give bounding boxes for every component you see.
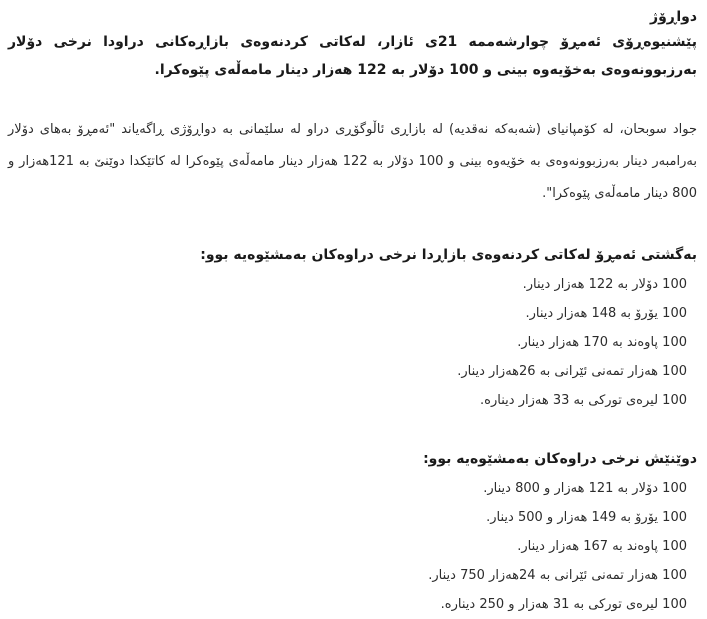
yesterday-rate-euro: 100 یۆرۆ بە 149 هەزار و 500 دینار. bbox=[486, 510, 687, 525]
today-rates-list bbox=[8, 270, 697, 415]
yesterday-rate-usd: 100 دۆلار بە 121 هەزار و 800 دینار. bbox=[483, 481, 687, 496]
yesterday-rate-lira: 100 لیرەی تورکی بە 31 هەزار و 250 دینارە. bbox=[440, 597, 687, 612]
today-rate-pound: 100 پاوەند بە 170 هەزار دینار. bbox=[517, 335, 687, 350]
yesterday-rates-heading: دوێنێش نرخی دراوەکان بەمشێوەیە بوو: bbox=[423, 451, 697, 467]
yesterday-rates-list bbox=[8, 474, 697, 619]
yesterday-rate-toman: 100 هەزار تمەنی ئێرانی بە 24هەزار 750 دینار. bbox=[428, 568, 687, 583]
article-title: دواڕۆژ bbox=[650, 9, 697, 25]
article-lead: پێشنیوەڕۆی ئەمڕۆ چوارشەممە 21ی ئازار، لەکاتی کردنەوەی بازاڕەکانی دراودا نرخی دۆلار بەرزبوونەوەی بەخۆیەوە بینی و 100 دۆلار بە 122 هەزار دینار مامەڵەی پێوەکرا. bbox=[8, 34, 697, 78]
today-rate-toman: 100 هەزار تمەنی ئێرانی بە 26هەزار دینار. bbox=[457, 364, 687, 379]
today-rate-usd: 100 دۆلار بە 122 هەزار دینار. bbox=[522, 277, 687, 292]
today-rate-euro: 100 یۆرۆ بە 148 هەزار دینار. bbox=[525, 306, 687, 321]
today-rates-heading: بەگشتی ئەمڕۆ لەکاتی کردنەوەی بازاڕدا نرخی دراوەکان بەمشێوەیە بوو: bbox=[200, 247, 697, 263]
article-paragraph: جواد سوبحان، لە کۆمپانیای (شەبەکە نەقدیە) لە بازاڕی ئاڵوگۆڕی دراو لە سلێمانی بە دواڕۆژی ڕاگەیاند "ئەمڕۆ بەهای دۆلار بەرامبەر دینار بەرزبوونەوەی بە خۆیەوە بینی و 100 دۆلار بە 122 هەزار دینار مامەڵەی پێوەکرا لە کاتێکدا دوێنێ بە 121هەزار و 800 دینار مامەڵەی پێوەکرا". bbox=[8, 122, 698, 201]
yesterday-rate-pound: 100 پاوەند بە 167 هەزار دینار. bbox=[517, 539, 687, 554]
today-rate-lira: 100 لیرەی تورکی بە 33 هەزار دینارە. bbox=[480, 393, 687, 408]
